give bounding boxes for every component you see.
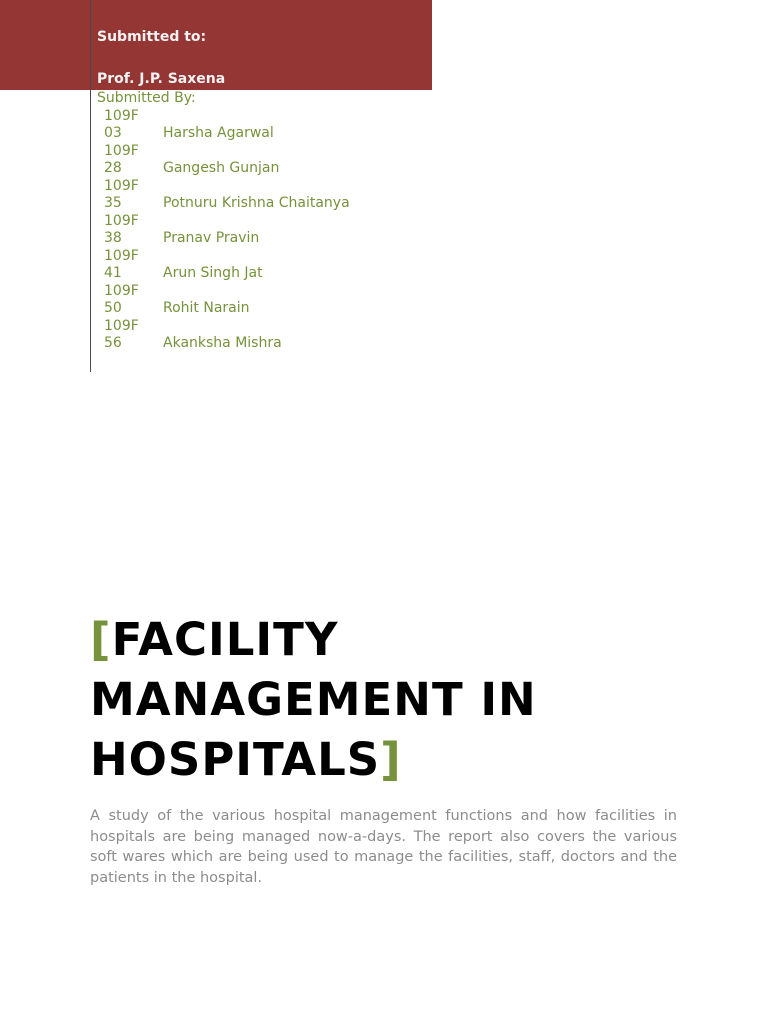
member-roll: 56 — [104, 335, 122, 351]
list-item — [104, 248, 404, 283]
list-item — [104, 143, 404, 178]
member-prefix: 109F — [104, 108, 139, 124]
member-prefix: 109F — [104, 213, 139, 229]
document-title — [90, 610, 690, 790]
member-name: Arun Singh Jat — [163, 265, 263, 281]
member-roll: 28 — [104, 160, 122, 176]
member-name: Pranav Pravin — [163, 230, 260, 246]
title-open-bracket: [ — [90, 613, 112, 666]
member-name: Harsha Agarwal — [163, 125, 274, 141]
list-item — [104, 318, 404, 353]
member-prefix: 109F — [104, 283, 139, 299]
member-roll: 50 — [104, 300, 122, 316]
title-close-bracket: ] — [380, 733, 402, 786]
submitted-to-label: Submitted to: — [97, 29, 207, 45]
member-name: Potnuru Krishna Chaitanya — [163, 195, 350, 211]
member-prefix: 109F — [104, 178, 139, 194]
vertical-divider — [90, 0, 91, 372]
abstract-text: A study of the various hospital management functions and how facilities in hospitals are being managed now-a-days. The report also covers the various soft wares which are being used to manage the facilities, staff, doctors and the patients in the hospital. — [90, 808, 677, 886]
member-roll: 41 — [104, 265, 122, 281]
list-item — [104, 213, 404, 248]
member-name: Rohit Narain — [163, 300, 250, 316]
list-item — [104, 178, 404, 213]
member-roll: 38 — [104, 230, 122, 246]
title-line-2: MANAGEMENT IN — [90, 673, 537, 726]
member-roll: 35 — [104, 195, 122, 211]
member-roll: 03 — [104, 125, 122, 141]
title-line-3: HOSPITALS — [90, 733, 381, 786]
list-item — [104, 283, 404, 318]
list-item — [104, 108, 404, 143]
member-name: Gangesh Gunjan — [163, 160, 280, 176]
professor-name: Prof. J.P. Saxena — [97, 71, 226, 87]
submitted-by-label: Submitted By: — [97, 90, 196, 106]
member-prefix: 109F — [104, 248, 139, 264]
member-prefix: 109F — [104, 318, 139, 334]
member-name: Akanksha Mishra — [163, 335, 282, 351]
member-list — [104, 108, 404, 353]
member-prefix: 109F — [104, 143, 139, 159]
title-line-1: FACILITY — [111, 613, 339, 666]
